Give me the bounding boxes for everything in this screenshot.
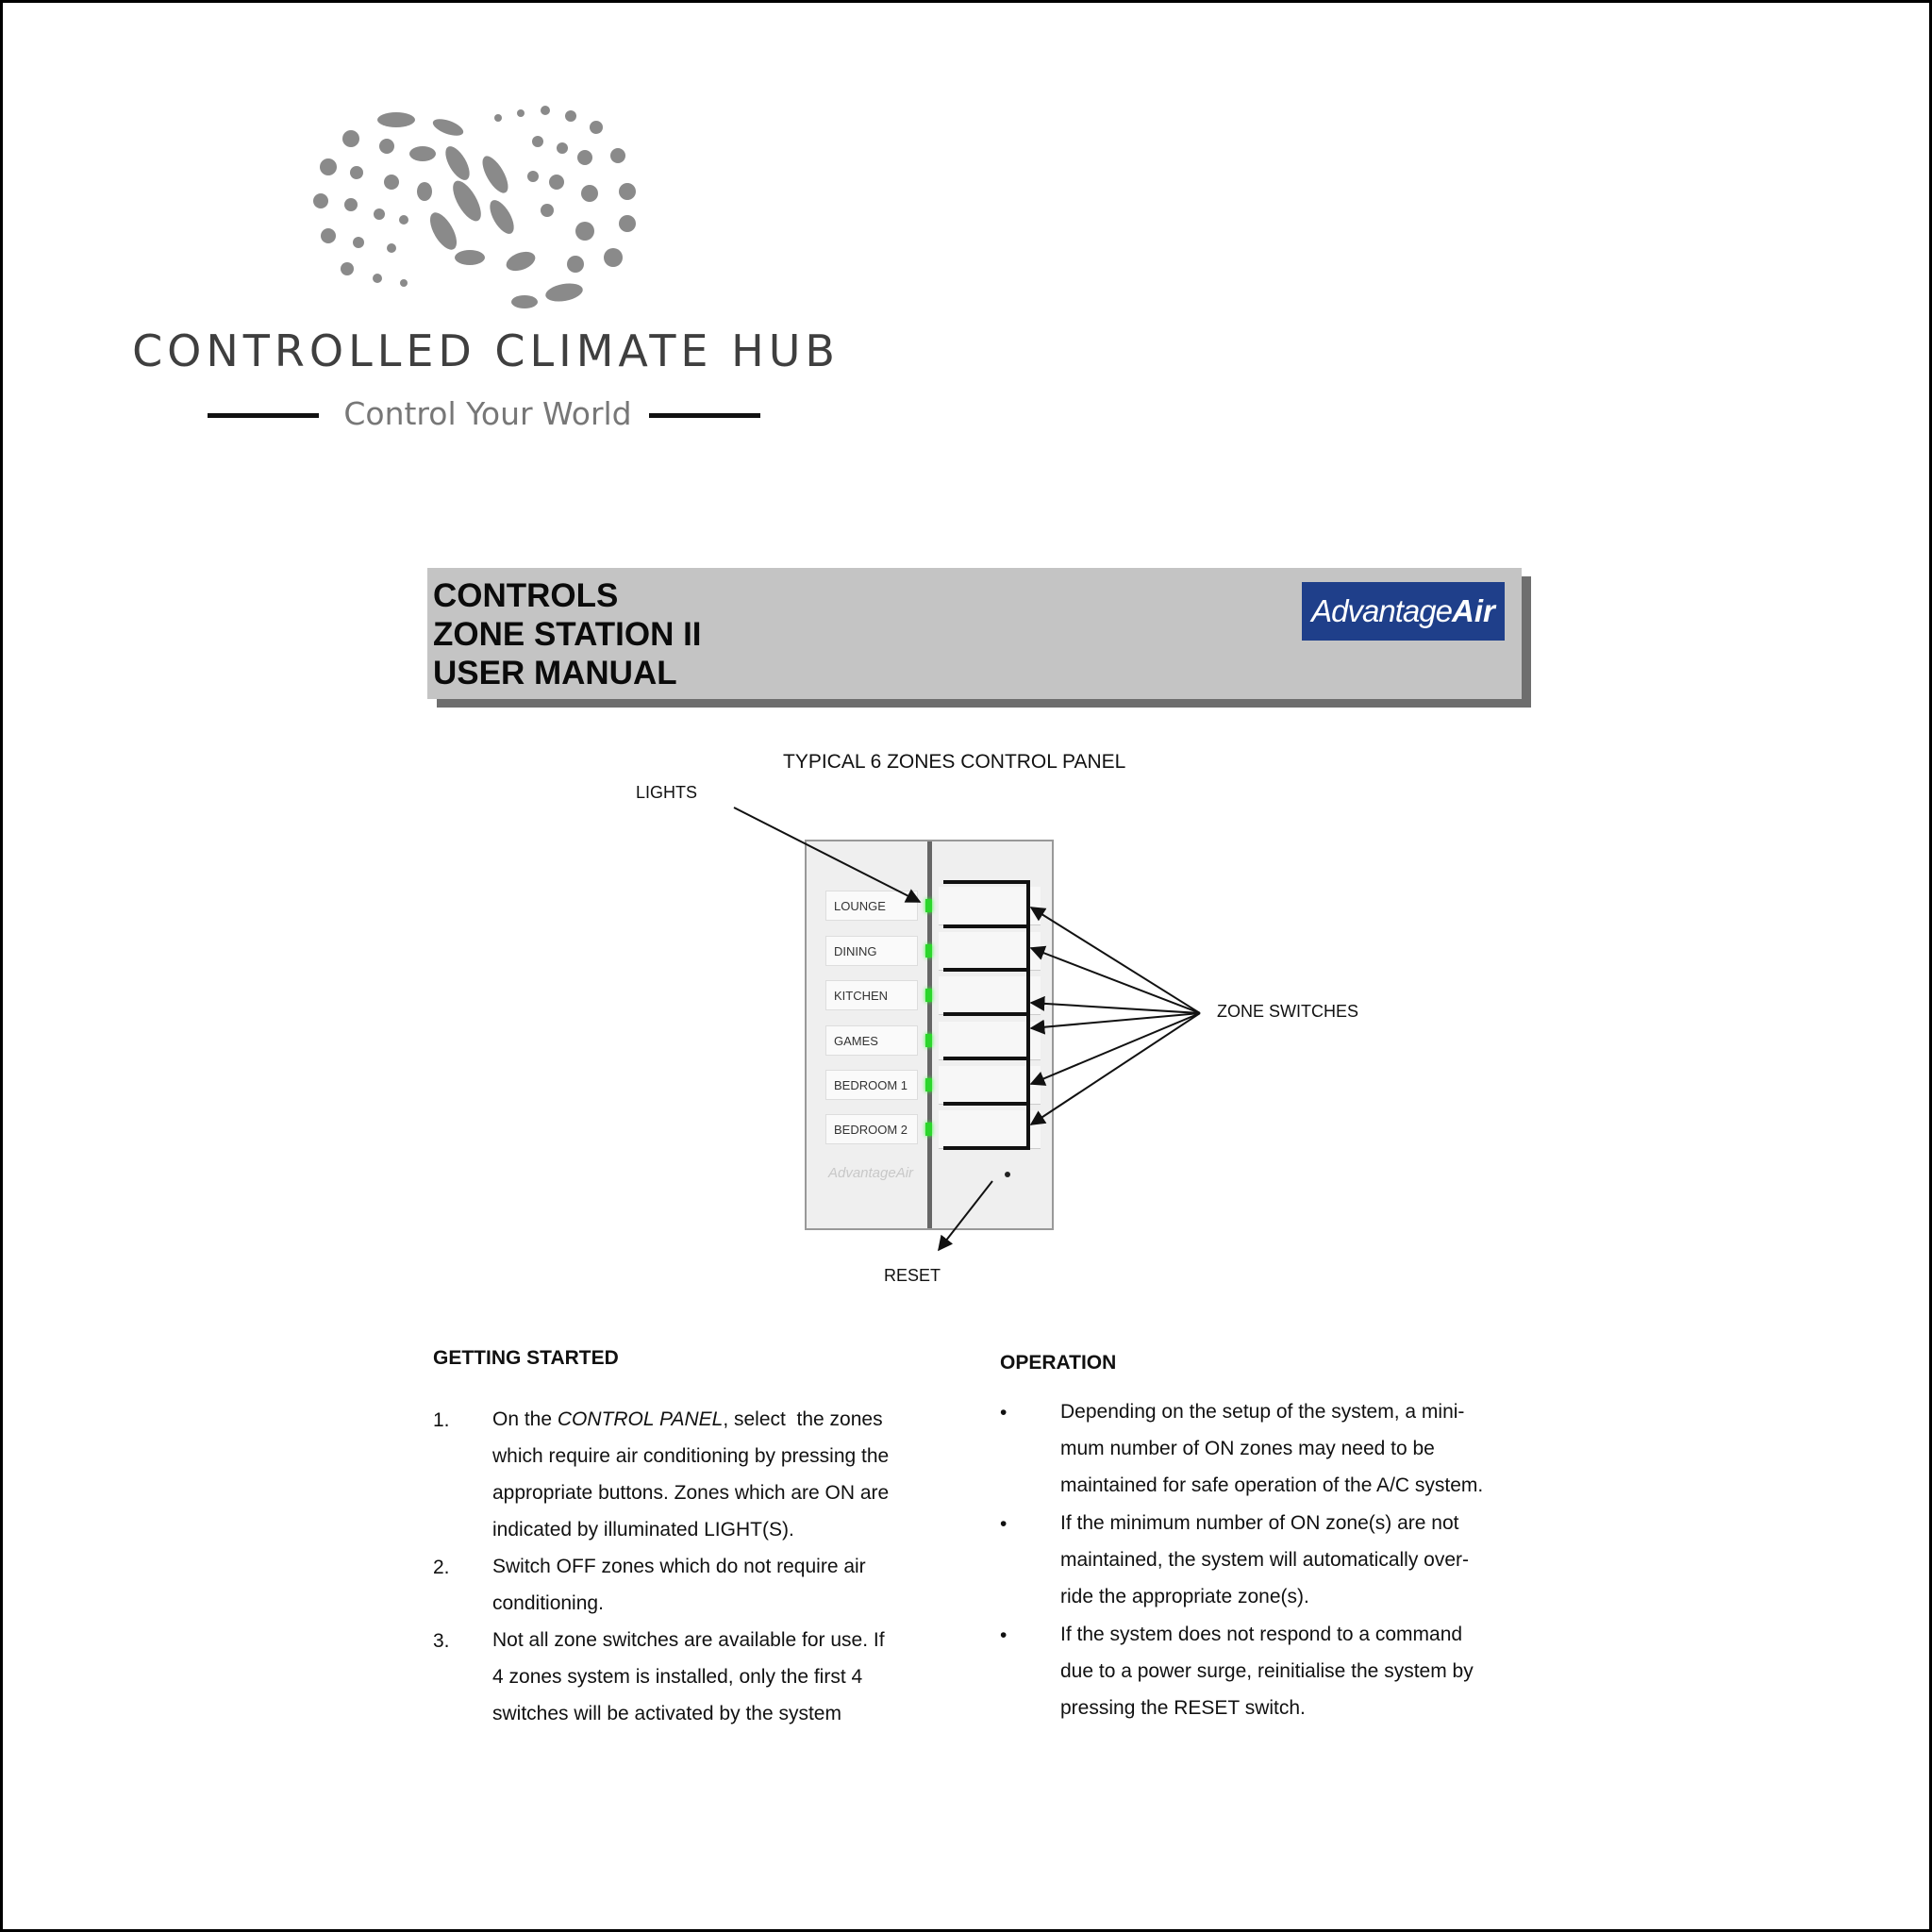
- gs-item-2-line-2: conditioning.: [492, 1592, 604, 1614]
- gs-item-2-text: [492, 1548, 866, 1622]
- brand-name: CONTROLLED CLIMATE HUB: [132, 325, 840, 376]
- gs-item-3-text: [492, 1622, 885, 1732]
- gs-item-3-num: 3.: [433, 1630, 450, 1652]
- header-line-1: CONTROLS: [433, 577, 619, 614]
- header-line-2: ZONE STATION II: [433, 616, 702, 653]
- op-item-1-text: [1060, 1393, 1483, 1504]
- op-bullet-3: •: [1000, 1624, 1008, 1646]
- zone-label-kitchen: KITCHEN: [825, 980, 918, 1010]
- zone-label-games: GAMES: [825, 1025, 918, 1056]
- badge-part-2: Air: [1451, 593, 1495, 628]
- header-line-3: USER MANUAL: [433, 655, 677, 691]
- gs-item-1-num: 1.: [433, 1409, 450, 1431]
- op-item-3-line-1: If the system does not respond to a command: [1060, 1624, 1463, 1645]
- zone-label-bedroom-1: BEDROOM 1: [825, 1070, 918, 1100]
- getting-started-heading: GETTING STARTED: [433, 1347, 619, 1369]
- op-item-1-line-3: maintained for safe operation of the A/C system.: [1060, 1474, 1484, 1496]
- gs-item-1-line-1: On the CONTROL PANEL, select the zones: [492, 1408, 883, 1430]
- gs-item-1-text: [492, 1401, 889, 1548]
- gs-item-3-line-2: 4 zones system is installed, only the first 4: [492, 1666, 863, 1688]
- op-item-2-line-2: maintained, the system will automatically over-: [1060, 1549, 1470, 1571]
- zone-switches-label: ZONE SWITCHES: [1217, 1002, 1359, 1021]
- op-item-1-line-1: Depending on the setup of the system, a mini-: [1060, 1401, 1465, 1423]
- op-item-1-line-2: mum number of ON zones may need to be: [1060, 1438, 1435, 1459]
- gs-item-2-line-1: Switch OFF zones which do not require air: [492, 1556, 866, 1577]
- op-item-2-line-1: If the minimum number of ON zone(s) are not: [1060, 1512, 1459, 1534]
- gs-item-1-line-4: indicated by illuminated LIGHT(S).: [492, 1519, 794, 1541]
- lights-label: LIGHTS: [636, 783, 698, 802]
- gs-item-2-num: 2.: [433, 1557, 450, 1578]
- op-item-3-text: [1060, 1616, 1474, 1726]
- op-item-3-line-2: due to a power surge, reinitialise the system by: [1060, 1660, 1474, 1682]
- reset-arrow: [939, 1181, 992, 1250]
- zone-label-dining: DINING: [825, 936, 918, 966]
- figure-caption: TYPICAL 6 ZONES CONTROL PANEL: [783, 751, 1126, 773]
- brand-tagline: Control Your World: [343, 395, 632, 432]
- gs-item-3-line-1: Not all zone switches are available for use. If: [492, 1629, 885, 1651]
- badge-part-1: Advantage: [1311, 593, 1452, 628]
- op-bullet-2: •: [1000, 1513, 1008, 1535]
- zone-label-bedroom-2: BEDROOM 2: [825, 1114, 918, 1144]
- gs-item-1-line-3: appropriate buttons. Zones which are ON are: [492, 1482, 890, 1504]
- reset-label: RESET: [884, 1266, 941, 1285]
- operation-heading: OPERATION: [1000, 1352, 1117, 1374]
- zone-label-lounge: LOUNGE: [825, 891, 918, 921]
- op-item-2-text: [1060, 1505, 1469, 1615]
- gs-item-1-line-2: which require air conditioning by pressing the: [492, 1445, 890, 1467]
- op-item-2-line-3: ride the appropriate zone(s).: [1060, 1586, 1309, 1607]
- op-bullet-1: •: [1000, 1402, 1008, 1424]
- lights-arrow: [734, 808, 920, 902]
- op-item-3-line-3: pressing the RESET switch.: [1060, 1697, 1306, 1719]
- gs-item-3-line-3: switches will be activated by the system: [492, 1703, 841, 1724]
- panel-logo: AdvantageAir: [827, 1164, 914, 1181]
